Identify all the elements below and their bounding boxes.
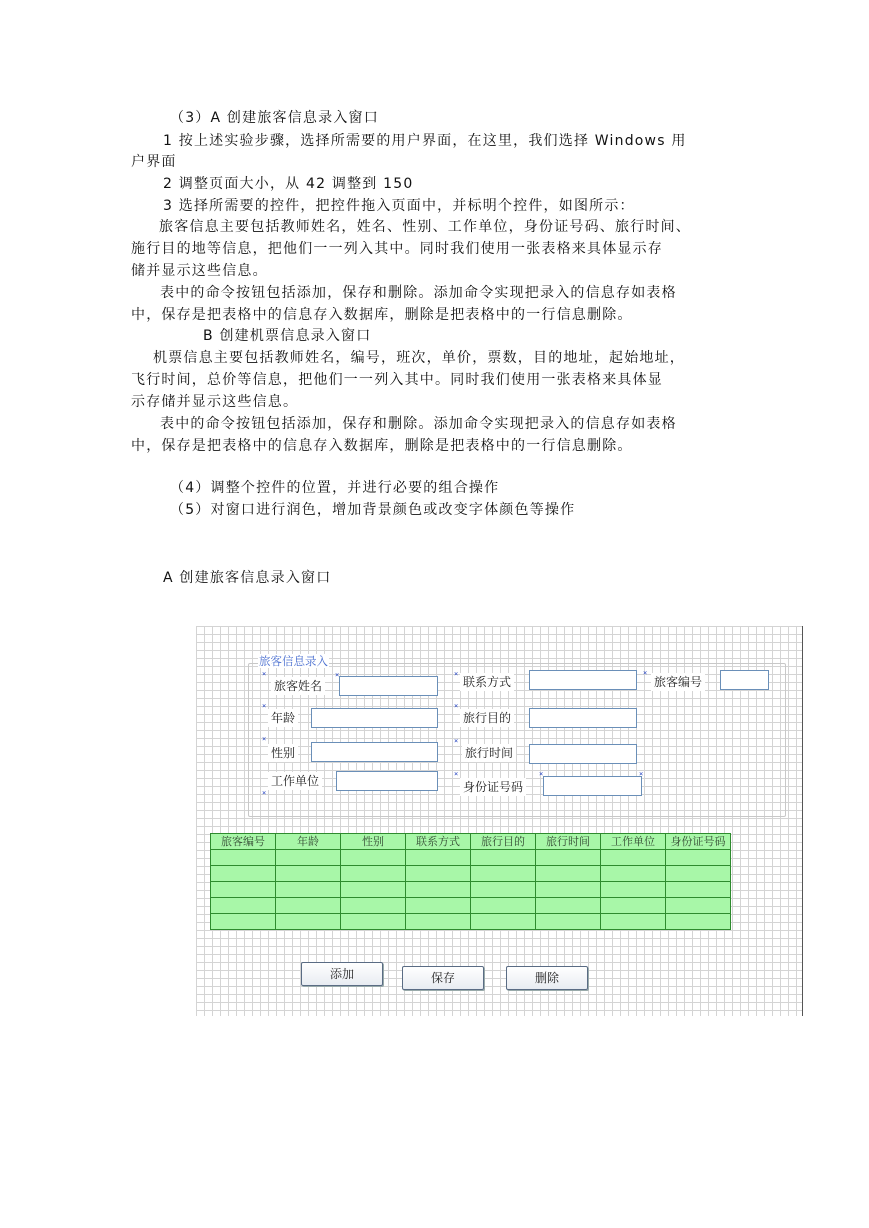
label-workplace: 工作单位 — [268, 772, 322, 790]
table-cell[interactable] — [601, 866, 666, 882]
workplace-input[interactable] — [336, 771, 438, 791]
selection-handle-icon: × — [262, 670, 267, 678]
table-cell[interactable] — [211, 914, 276, 930]
table-cell[interactable] — [666, 898, 731, 914]
selection-handle-icon: × — [454, 670, 459, 678]
table-cell[interactable] — [666, 882, 731, 898]
paragraph-line: 机票信息主要包括教师姓名，编号，班次，单价，票数，目的地址，起始地址， — [153, 350, 685, 366]
table-cell[interactable] — [276, 914, 341, 930]
section-heading-5: （5）对窗口进行润色，增加背景颜色或改变字体颜色等操作 — [170, 502, 576, 518]
section-heading-3: （3）A 创建旅客信息录入窗口 — [170, 110, 379, 126]
column-header[interactable]: 联系方式 — [406, 834, 471, 850]
purpose-input[interactable] — [529, 708, 637, 728]
groupbox-title: 旅客信息录入 — [259, 654, 328, 668]
paragraph-line: 表中的命令按钮包括添加，保存和删除。添加命令实现把录入的信息存如表格 — [160, 285, 677, 301]
table-cell[interactable] — [276, 882, 341, 898]
paragraph-line: 表中的命令按钮包括添加，保存和删除。添加命令实现把录入的信息存如表格 — [160, 416, 677, 432]
table-cell[interactable] — [341, 882, 406, 898]
paragraph-line: 中，保存是把表格中的信息存入数据库，删除是把表格中的一行信息删除。 — [131, 307, 633, 323]
table-cell[interactable] — [471, 882, 536, 898]
table-cell[interactable] — [341, 914, 406, 930]
label-passenger-no: 旅客编号 — [651, 673, 705, 691]
table-row[interactable] — [211, 898, 731, 914]
contact-input[interactable] — [529, 670, 637, 690]
label-age: 年龄 — [268, 709, 298, 727]
section-heading-b: B 创建机票信息录入窗口 — [203, 328, 372, 344]
table-cell[interactable] — [211, 882, 276, 898]
selection-handle-icon: × — [262, 735, 267, 743]
column-header[interactable]: 工作单位 — [601, 834, 666, 850]
selection-handle-icon: × — [454, 737, 459, 745]
column-header[interactable]: 旅行时间 — [536, 834, 601, 850]
table-cell[interactable] — [276, 850, 341, 866]
table-header-row — [211, 834, 731, 850]
label-purpose: 旅行目的 — [460, 709, 514, 727]
paragraph-line: 施行目的地等信息，把他们一一列入其中。同时我们使用一张表格来具体显示存 — [131, 241, 663, 257]
paragraph-line: 1 按上述实验步骤，选择所需要的用户界面，在这里，我们选择 Windows 用 — [163, 133, 687, 149]
table-cell[interactable] — [536, 882, 601, 898]
travel-time-input[interactable] — [529, 744, 637, 764]
paragraph-line: 飞行时间，总价等信息，把他们一一列入其中。同时我们使用一张表格来具体显 — [131, 372, 663, 388]
column-header[interactable]: 旅客编号 — [211, 834, 276, 850]
label-passenger-name: 旅客姓名 — [271, 677, 325, 695]
passenger-name-input[interactable] — [339, 676, 438, 696]
selection-handle-icon: × — [454, 702, 459, 710]
table-cell[interactable] — [276, 866, 341, 882]
passenger-no-input[interactable] — [720, 670, 769, 690]
table-cell[interactable] — [471, 914, 536, 930]
table-cell[interactable] — [471, 898, 536, 914]
delete-button[interactable]: 删除 — [506, 966, 588, 990]
table-cell[interactable] — [276, 898, 341, 914]
table-cell[interactable] — [601, 882, 666, 898]
table-cell[interactable] — [471, 866, 536, 882]
selection-handle-icon: × — [643, 669, 648, 677]
selection-handle-icon: × — [262, 789, 267, 797]
age-input[interactable] — [311, 708, 438, 728]
label-id-card: 身份证号码 — [460, 778, 526, 796]
table-cell[interactable] — [536, 850, 601, 866]
table-cell[interactable] — [601, 898, 666, 914]
column-header[interactable]: 年龄 — [276, 834, 341, 850]
paragraph-line: 示存储并显示这些信息。 — [131, 394, 299, 410]
add-button[interactable]: 添加 — [301, 962, 383, 986]
passenger-data-table[interactable] — [210, 833, 731, 930]
table-cell[interactable] — [211, 866, 276, 882]
save-button[interactable]: 保存 — [402, 966, 484, 990]
column-header[interactable]: 性别 — [341, 834, 406, 850]
table-cell[interactable] — [341, 850, 406, 866]
table-cell[interactable] — [406, 850, 471, 866]
table-cell[interactable] — [406, 914, 471, 930]
paragraph-line: 户界面 — [131, 154, 177, 170]
table-body — [211, 850, 731, 930]
form-designer-screenshot — [196, 626, 803, 1016]
table-row[interactable] — [211, 882, 731, 898]
table-cell[interactable] — [406, 898, 471, 914]
table-row[interactable] — [211, 914, 731, 930]
table-cell[interactable] — [666, 866, 731, 882]
table-cell[interactable] — [536, 898, 601, 914]
table-row[interactable] — [211, 866, 731, 882]
selection-handle-icon: × — [262, 702, 267, 710]
table-cell[interactable] — [666, 850, 731, 866]
section-heading-4: （4）调整个控件的位置，并进行必要的组合操作 — [170, 480, 500, 496]
paragraph-line: 3 选择所需要的控件，把控件拖入页面中，并标明个控件，如图所示： — [163, 198, 635, 214]
label-gender: 性别 — [268, 744, 298, 762]
table-cell[interactable] — [211, 898, 276, 914]
selection-handle-icon: × — [454, 770, 459, 778]
column-header[interactable]: 旅行目的 — [471, 834, 536, 850]
figure-caption: A 创建旅客信息录入窗口 — [163, 570, 332, 586]
table-cell[interactable] — [536, 866, 601, 882]
column-header[interactable]: 身份证号码 — [666, 834, 731, 850]
table-cell[interactable] — [471, 850, 536, 866]
paragraph-line: 2 调整页面大小，从 42 调整到 150 — [163, 176, 414, 192]
id-card-input[interactable] — [543, 776, 642, 796]
gender-input[interactable] — [311, 742, 438, 762]
table-cell[interactable] — [341, 866, 406, 882]
table-cell[interactable] — [536, 914, 601, 930]
table-cell[interactable] — [601, 850, 666, 866]
table-cell[interactable] — [406, 882, 471, 898]
selection-handle-icon: × — [539, 770, 544, 778]
table-cell[interactable] — [341, 898, 406, 914]
table-cell[interactable] — [601, 914, 666, 930]
table-row[interactable] — [211, 850, 731, 866]
label-contact: 联系方式 — [460, 673, 514, 691]
table-cell[interactable] — [211, 850, 276, 866]
label-travel-time: 旅行时间 — [462, 744, 516, 762]
selection-handle-icon: × — [639, 770, 644, 778]
paragraph-line: 中，保存是把表格中的信息存入数据库，删除是把表格中的一行信息删除。 — [131, 438, 633, 454]
table-cell[interactable] — [666, 914, 731, 930]
table-cell[interactable] — [406, 866, 471, 882]
paragraph-line: 储并显示这些信息。 — [131, 263, 268, 279]
paragraph-line: 旅客信息主要包括教师姓名，姓名、性别、工作单位，身份证号码、旅行时间、 — [159, 219, 691, 235]
selection-handle-icon: × — [335, 671, 340, 679]
